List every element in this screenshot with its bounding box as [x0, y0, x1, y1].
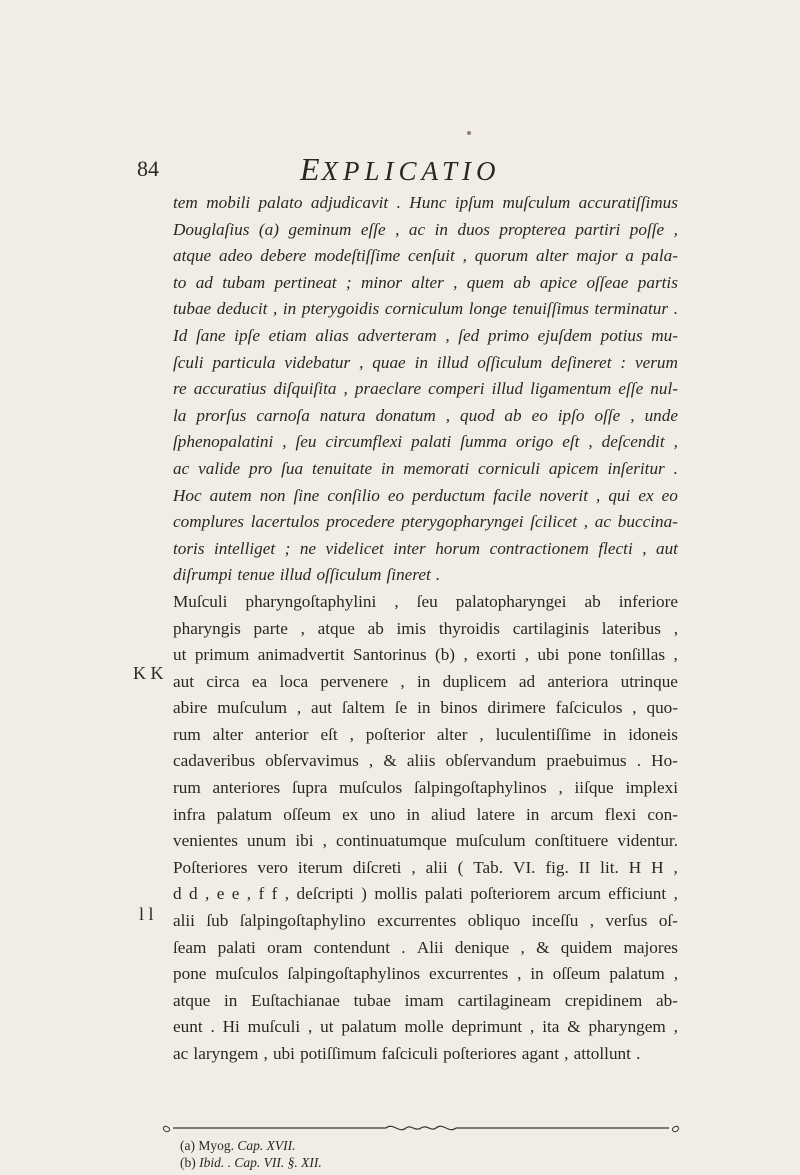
body-text [173, 190, 678, 1068]
italic-paragraph [173, 190, 678, 589]
page-number: 84 [137, 156, 159, 181]
italic-line: complures lacertulos procedere pterygopharyngei ſcilicet , ac buccina- [173, 512, 678, 532]
roman-line: rum anteriores ſupra muſculos ſalpingoſtaphylinos , iiſque implexi [173, 778, 678, 798]
italic-line: Douglaſius (a) geminum eſſe , ac in duos propterea partiri poſſe , [173, 219, 678, 239]
roman-line: eunt . Hi muſculi , ut palatum molle deprimunt , ita & pharyngem , [173, 1017, 678, 1037]
italic-line: ſculi particula videbatur , quae in illud oſſiculum deſineret : verum [173, 352, 678, 372]
footnotes [180, 1137, 322, 1171]
italic-line: Hoc autem non ſine conſilio eo perductum facile noverit , qui ex eo [173, 485, 678, 505]
italic-line: ac valide pro ſua tenuitate in memorati corniculi apicem inſeritur . [173, 458, 678, 478]
roman-line: pone muſculos ſalpingoſtaphylinos excurrentes , in oſſeum palatum , [173, 964, 678, 984]
running-head: EXPLICATIO [300, 151, 501, 187]
roman-line: Muſculi pharyngoſtaphylini , ſeu palatopharyngei ab inferiore [173, 591, 678, 611]
ornamental-separator [161, 1122, 681, 1134]
italic-line: atque adeo debere modeſtiſſime cenſuit , quorum alter major a pala- [173, 246, 678, 266]
italic-line: la prorſus carnoſa natura donatum , quod ab eo ipſo oſſe , unde [173, 405, 678, 425]
roman-line: abire muſculum , aut ſaltem ſe in binos dirimere faſciculos , quo- [173, 698, 678, 718]
margin-marker-ll: l l [139, 904, 154, 924]
roman-paragraph [173, 589, 678, 1068]
footnote-a: (a) Myog. Cap. XVII. [180, 1138, 296, 1153]
italic-line: diſrumpi tenue illud oſſiculum ſineret . [173, 565, 441, 585]
roman-line: Poſteriores vero iterum diſcreti , alii ( Tab. VI. fig. II lit. H H , [173, 857, 678, 877]
roman-line: rum alter anterior eſt , poſterior alter , luculentiſſime in idoneis [173, 724, 678, 744]
roman-line: d d , e e , f f , deſcripti ) mollis palati poſteriorem arcum efficiunt , [173, 884, 678, 904]
ink-dot [467, 131, 471, 135]
roman-line: cadaveribus obſervavimus , & aliis obſervandum praebuimus . Ho- [173, 751, 678, 771]
roman-line: alii ſub ſalpingoſtaphylino excurrentes obliquo inceſſu , verſus oſ- [173, 911, 678, 931]
italic-line: ſphenopalatini , ſeu circumflexi palati ſumma origo eſt , deſcendit , [173, 432, 678, 452]
roman-line: venientes unum ibi , continuatumque muſculum conſtituere videntur. [173, 831, 678, 851]
roman-line: ac laryngem , ubi potiſſimum faſciculi poſteriores agant , attollunt . [173, 1044, 641, 1063]
footnote-b: (b) Ibid. . Cap. VII. §. XII. [180, 1155, 322, 1170]
roman-line: pharyngis parte , atque ab imis thyroidis cartilaginis lateribus , [173, 618, 678, 638]
roman-line: ſeam palati oram contendunt . Alii denique , & quidem majores [173, 937, 678, 957]
roman-line: ut primum animadvertit Santorinus (b) , exorti , ubi pone tonſillas , [173, 645, 678, 665]
italic-line: to ad tubam pertineat ; minor alter , quem ab apice oſſeae partis [173, 272, 678, 292]
italic-line: toris intelliget ; ne videlicet inter horum contractionem flecti , aut [173, 538, 678, 558]
roman-line: aut circa ea loca pervenere , in duplicem ad anteriora utrinque [173, 671, 678, 691]
italic-line: re accuratius diſquiſita , praeclare comperi illud ligamentum eſſe nul- [173, 379, 678, 399]
roman-line: infra palatum oſſeum ex uno in aliud latere in arcum flexi con- [173, 804, 678, 824]
roman-line: atque in Euſtachianae tubae imam cartilagineam crepidinem ab- [173, 990, 678, 1010]
italic-line: Id ſane ipſe etiam alias adverteram , ſed primo ejuſdem potius mu- [173, 325, 678, 345]
italic-line: tubae deducit , in pterygoidis corniculum longe tenuiſſimus terminatur . [173, 299, 678, 319]
margin-marker-kk: K K [133, 663, 164, 683]
italic-line: tem mobili palato adjudicavit . Hunc ipſum muſculum accuratiſſimus [173, 193, 678, 212]
